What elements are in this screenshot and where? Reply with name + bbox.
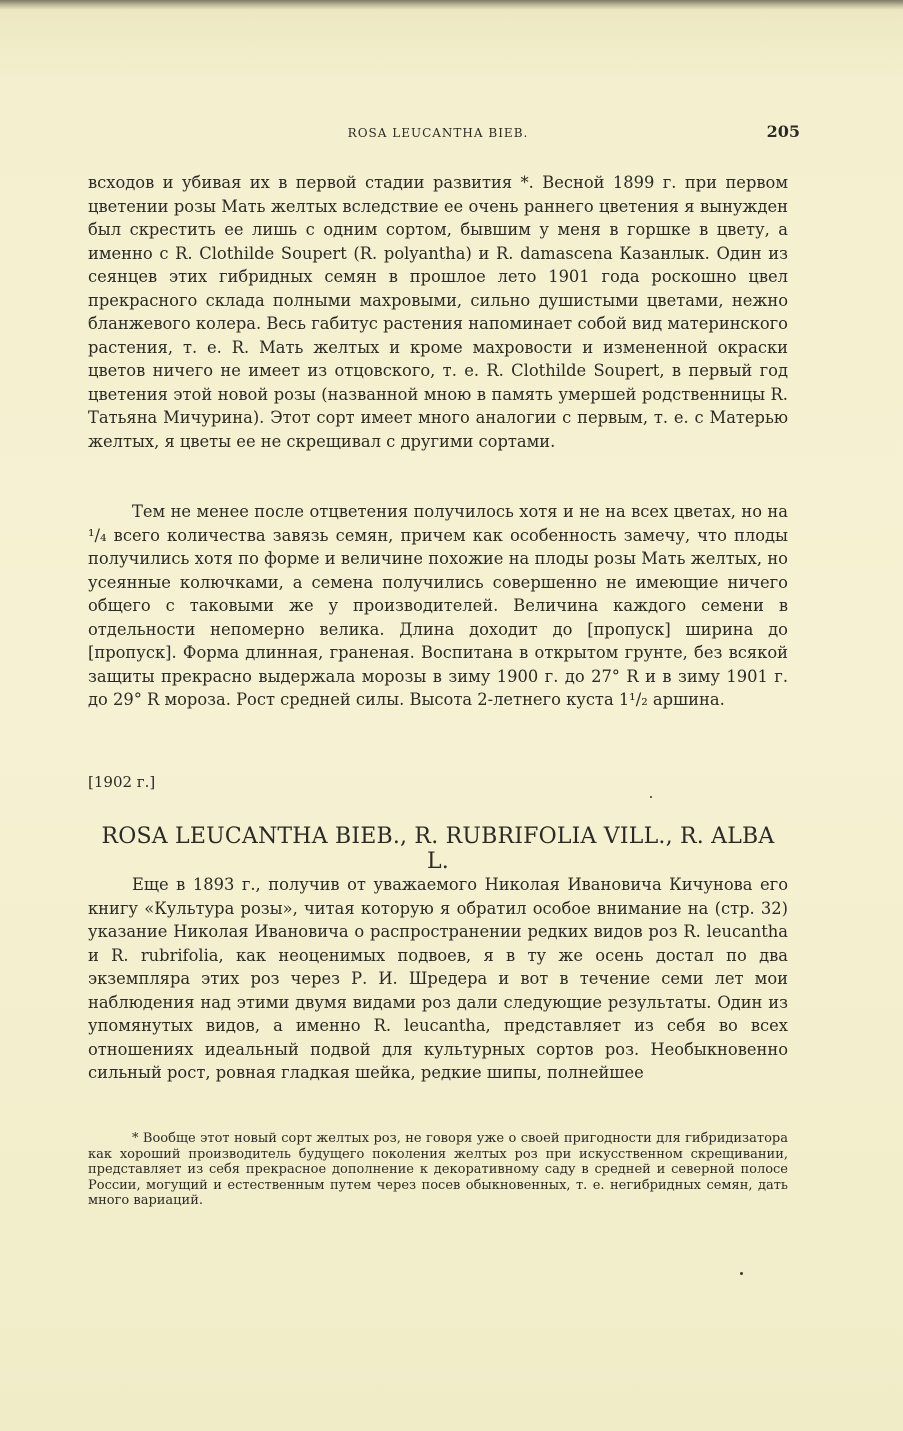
date-note: [1902 г.] [88,773,156,791]
page-number: 205 [766,122,800,141]
paragraph-2: Тем не менее после отцветения получилось хотя и не на всех цветах, но на ¹/₄ всего количества завязь семян, причем как особенность замечу, что плоды получились хотя по форме и величине похожие на плоды розы Мать желтых, но усеянные колючками, а семена получились совершенно не имеющие ничего общего с таковыми же у производителей. Величина каждого семени в отдельности непомерно велика. Длина доходит до [пропуск] ширина до [пропуск]. Форма длинная, граненая. Воспитана в открытом грунте, без всякой защиты прекрасно выдержала морозы в зиму 1900 г. до 27° R и в зиму 1901 г. до 29° R мороза. Рост средней силы. Высота 2-летнего куста 1¹/₂ аршина. [88,502,788,709]
paragraph-1: всходов и убивая их в первой стадии развития *. Весной 1899 г. при первом цветении розы Мать желтых вследствие ее очень раннего цветения я вынужден был скрестить ее лишь с одним сортом, бывшим у меня в горшке в цвету, а именно с R. Clothilde Soupert (R. polyantha) и R. damascena Казанлык. Один из сеянцев этих гибридных семян в прошлое лето 1901 года роскошно цвел прекрасного склада полными махровыми, сильно душистыми цветами, нежно бланжевого колера. Весь габитус растения напоминает собой вид материнского растения, т. е. R. Мать желтых и кроме махровости и измененной окраски цветов ничего не имеет из отцовского, т. е. R. Clothilde Soupert, в первый год цветения этой новой розы (названной мною в память умершей родственницы R. Татьяна Мичурина). Этот сорт имеет много аналогии с первым, т. е. с Матерью желтых, я цветы ее не скрещивал с другими сортами. [88,173,788,451]
running-head-title: ROSA LEUCANTHA BIEB. [347,126,529,140]
running-head [88,122,800,146]
print-speck [650,796,652,798]
section-title: ROSA LEUCANTHA BIEB., R. RUBRIFOLIA VILL., R. ALBA L. [101,824,775,874]
footnote: * Вообще этот новый сорт желтых роз, не говоря уже о своей пригодности для гибридизатора как хороший производитель будущего поколения желтых роз при искусственном скрещивании, представляет из себя прекрасное дополнение к декоративному саду в средней и северной полосе России, могущий и естественным путем через посев обыкновенных, т. е. негибридных семян, дать много вариаций. [88,1131,788,1209]
page-top-edge [0,0,903,10]
section-paragraph: Еще в 1893 г., получив от уважаемого Николая Ивановича Кичунова его книгу «Культура розы», читая которую я обратил особое внимание на (стр. 32) указание Николая Ивановича о распространении редких видов роз R. leucantha и R. rubrifolia, как неоценимых подвоев, я в ту же осень достал по два экземпляра этих роз через Р. И. Шредера и вот в течение семи лет мои наблюдения над этими двумя видами роз дали следующие результаты. Один из упомянутых видов, а именно R. leucantha, представляет из себя во всех отношениях идеальный подвой для культурных сортов роз. Необыкновенно сильный рост, ровная гладкая шейка, редкие шипы, полнейшее [88,875,788,1082]
print-speck [740,1272,743,1275]
